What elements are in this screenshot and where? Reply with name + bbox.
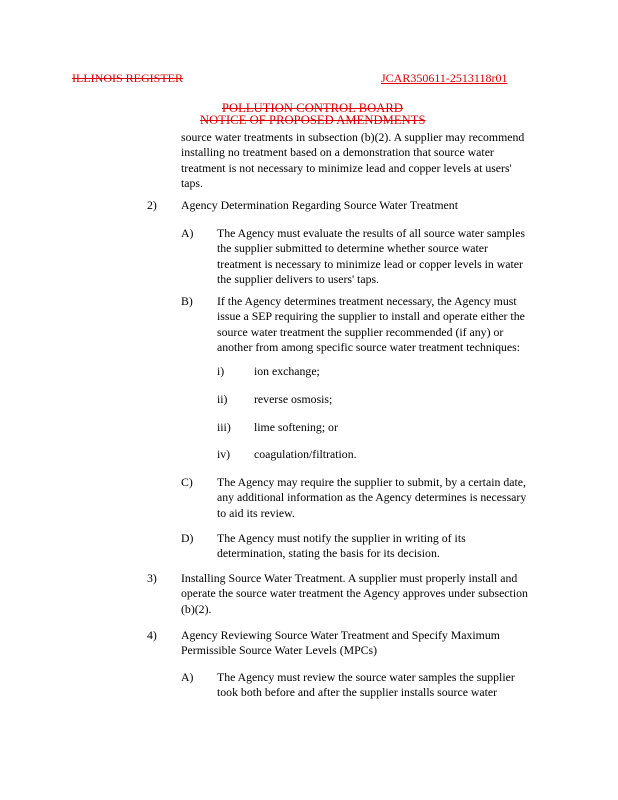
item-3-number: 3) [147,571,157,585]
option-i-number: i) [217,364,225,378]
item-2-title: Agency Determination Regarding Source Water Treatment [181,198,458,212]
notice-title: NOTICE OF PROPOSED AMENDMENTS [200,113,426,127]
item-2b-label: B) [181,294,193,308]
item-2a-text: The Agency must evaluate the results of all source water samples the supplier submitted to determine whether source water treatment is necessary to minimize lead or copper levels in water the supplier delivers to users' taps. [217,226,525,286]
option-iv-text: coagulation/filtration. [254,447,357,461]
item-2c-text: The Agency may require the supplier to submit, by a certain date, any additional information as the Agency determines is necessary to aid its review. [217,475,527,520]
jcar-code: JCAR350611-2513118r01 [381,71,508,85]
item-4-number: 4) [147,628,157,642]
option-ii-number: ii) [217,392,228,406]
item-4a-label: A) [181,670,194,684]
board-name: POLLUTION CONTROL BOARD [222,101,403,115]
item-4a-text: The Agency must review the source water samples the supplier took both before and after the supplier installs source water [217,670,515,700]
option-iii-number: iii) [217,420,231,434]
item-2d-label: D) [181,531,194,545]
item-3-text: Installing Source Water Treatment. A supplier must properly install and operate the source water treatment the Agency approves under subsection (b)(2). [181,571,528,616]
option-iii-text: lime softening; or [254,420,338,434]
option-iv-number: iv) [217,447,231,461]
item-2d-text: The Agency must notify the supplier in writing of its determination, stating the basis for its decision. [217,531,466,561]
intro-paragraph: source water treatments in subsection (b)(2). A supplier may recommend installing no treatment based on a demonstration that source water treatment is not necessary to minimize lead and copper levels at users' taps. [181,130,525,190]
item-2c-label: C) [181,475,193,489]
item-2-number: 2) [147,198,157,212]
item-2b-text: If the Agency determines treatment necessary, the Agency must issue a SEP requiring the supplier to install and operate either the source water treatment the supplier recommended (if any) or another from among specific source water treatment techniques: [217,294,525,354]
item-2a-label: A) [181,226,194,240]
item-4-title: Agency Reviewing Source Water Treatment and Specify Maximum Permissible Source Water Levels (MPCs) [181,628,500,658]
option-ii-text: reverse osmosis; [254,392,333,406]
option-i-text: ion exchange; [254,364,320,378]
register-title: ILLINOIS REGISTER [72,71,183,85]
